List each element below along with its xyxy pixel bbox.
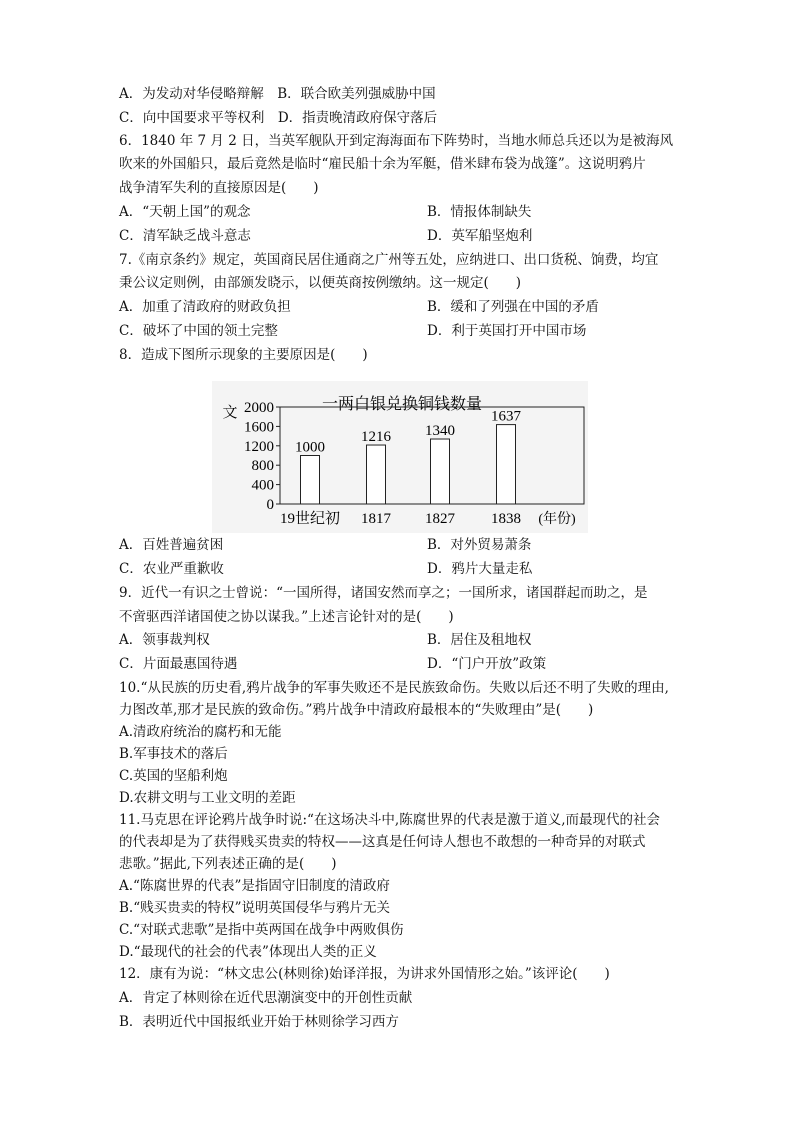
y-tick-label: 1200 — [244, 438, 274, 455]
text-line: B.“贱买贵卖的特权”说明英国侵华与鸦片无关 — [119, 900, 391, 916]
text-line: C．向中国要求平等权利 D．指责晚清政府保守落后 — [119, 110, 438, 126]
bar — [301, 456, 320, 505]
x-tick-label: 1827 — [425, 511, 455, 527]
bar — [367, 445, 386, 504]
x-tick-label: 1838 — [491, 511, 521, 527]
text-line: A．“天朝上国”的观念 — [119, 204, 251, 220]
text-line: B．表明近代中国报纸业开始于林则徐学习西方 — [119, 1014, 399, 1030]
text-line: 6．1840 年 7 月 2 日，当英军舰队开到定海海面布下阵势时，当地水师总兵还以为是被海风 — [119, 133, 674, 149]
option-right: D．利于英国打开中国市场 — [427, 323, 587, 339]
text-line: A．百姓普遍贫困 — [119, 537, 224, 553]
text-line: C．清军缺乏战斗意志 — [119, 228, 251, 244]
text-line: A．领事裁判权 — [119, 632, 210, 648]
text-line: 9．近代一有识之士曾说：“一国所得，诸国安然而享之；一国所求，诸国群起而助之，是 — [119, 585, 648, 601]
option-right: B．情报体制缺失 — [427, 204, 532, 220]
bar-value-label: 1216 — [361, 429, 391, 446]
y-tick-label: 0 — [266, 497, 274, 513]
text-line: 8．造成下图所示现象的主要原因是( ) — [119, 347, 368, 363]
text-line: C．破坏了中国的领土完整 — [119, 323, 278, 339]
chart-title: 一两白银兑换铜钱数量 — [321, 396, 483, 413]
text-line: 7.《南京条约》规定，英国商民居住通商之广州等五处，应纳进口、出口货税、饷费，均宜 — [119, 252, 659, 268]
option-right: B．居住及租地权 — [427, 632, 532, 648]
text-line: A.清政府统治的腐朽和无能 — [119, 724, 282, 740]
bar-value-label: 1637 — [491, 408, 521, 425]
text-line: A．肯定了林则徐在近代思潮演变中的开创性贡献 — [119, 990, 413, 1006]
text-line: D.“最现代的社会的代表”体现出人类的正义 — [119, 944, 377, 960]
text-line: 秉公议定则例，由部颁发晓示，以便英商按例缴纳。这一规定( ) — [119, 275, 522, 291]
text-line: 11.马克思在评论鸦片战争时说:“在这场决斗中,陈腐世界的代表是激于道义,而最现代的社会 — [119, 812, 661, 828]
option-right: D．鸦片大量走私 — [427, 561, 533, 577]
option-right: B．对外贸易萧条 — [427, 537, 532, 553]
text-line: 不啻驱西洋诸国使之协以谋我。”上述言论针对的是( ) — [119, 609, 454, 625]
bar — [497, 425, 516, 504]
text-line: 的代表却是为了获得贱买贵卖的特权——这真是任何诗人想也不敢想的一种奇异的对联式 — [119, 834, 646, 850]
text-line: A.“陈腐世界的代表”是指固守旧制度的清政府 — [119, 878, 390, 894]
option-right: D．“门户开放”政策 — [427, 656, 547, 672]
y-tick-label: 400 — [251, 477, 274, 494]
text-line: D.农耕文明与工业文明的差距 — [119, 790, 296, 806]
bar-value-label: 1340 — [425, 423, 455, 440]
y-tick-label: 2000 — [244, 400, 274, 416]
chart-svg — [212, 381, 588, 533]
text-line: 力图改革,那才是民族的致命伤。”鸦片战争中清政府最根本的“失败理由”是( ) — [119, 702, 594, 718]
text-line: C.“对联式悲歌”是指中英两国在战争中两败俱伤 — [119, 922, 404, 938]
text-line: A．加重了清政府的财政负担 — [119, 299, 291, 315]
text-line: A．为发动对华侵略辩解 B．联合欧美列强威胁中国 — [119, 86, 436, 102]
text-line: C．农业严重歉收 — [119, 561, 224, 577]
text-line: 10.“从民族的历史看,鸦片战争的军事失败还不是民族致命伤。失败以后还不明了失败的理由, — [119, 680, 669, 696]
bar — [431, 439, 450, 504]
x-axis-unit: (年份) — [538, 512, 576, 527]
y-tick-label: 800 — [251, 458, 274, 475]
x-tick-label: 19世纪初 — [279, 511, 341, 527]
text-line: 吹来的外国船只，最后竟然是临时“雇民船十余为军艇，借米肆布袋为战篷”。这说明鸦片 — [119, 156, 646, 172]
text-line: 12．康有为说：“林文忠公(林则徐)始译洋报，为讲求外国情形之始。”该评论( ) — [119, 966, 610, 982]
option-right: B．缓和了列强在中国的矛盾 — [427, 299, 599, 315]
text-line: B.军事技术的落后 — [119, 746, 228, 762]
option-right: D．英军船坚炮利 — [427, 228, 533, 244]
text-line: 悲歌。”据此,下列表述正确的是( ) — [119, 856, 337, 872]
text-line: C.英国的坚船利炮 — [119, 768, 228, 784]
x-tick-label: 1817 — [361, 511, 391, 527]
bar-value-label: 1000 — [295, 439, 325, 456]
text-line: C．片面最惠国待遇 — [119, 656, 238, 672]
y-axis-label: 文 — [222, 405, 238, 421]
silver-copper-chart — [212, 381, 588, 533]
y-tick-label: 1600 — [244, 419, 274, 436]
text-line: 战争清军失利的直接原因是( ) — [119, 180, 319, 196]
